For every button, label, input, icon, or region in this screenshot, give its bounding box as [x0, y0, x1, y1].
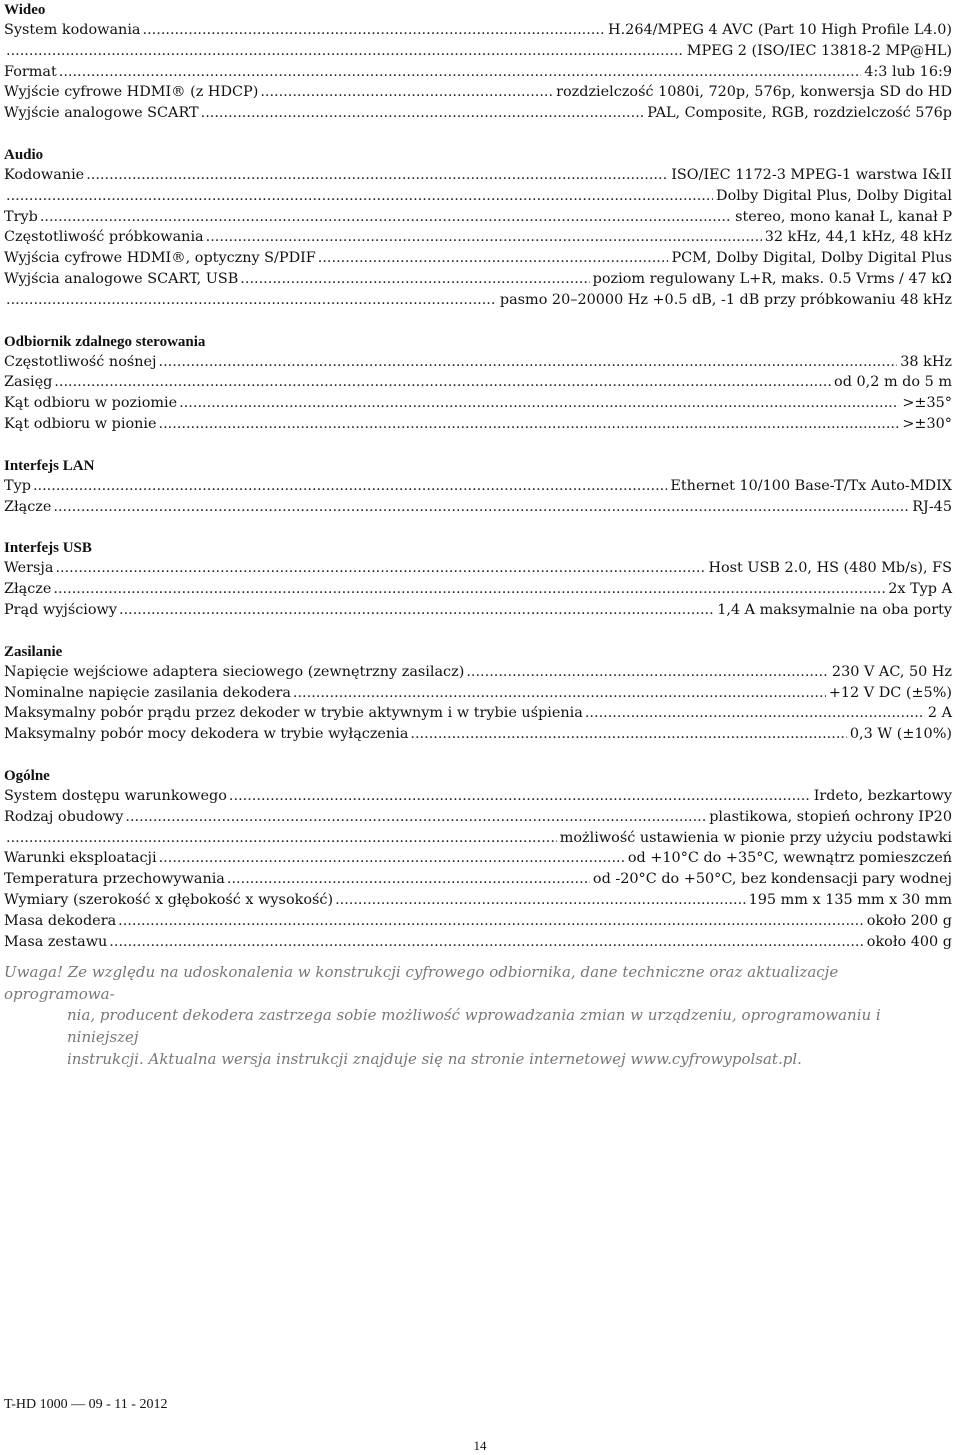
spec-row: [4, 807, 952, 828]
spec-value: 38 kHz: [900, 353, 952, 370]
section-remote: [4, 332, 952, 435]
spec-value: plastikowa, stopień ochrony IP20: [709, 808, 952, 825]
spec-page: [4, 0, 952, 1070]
spec-row: [4, 103, 952, 124]
spec-row: [4, 579, 952, 600]
section-title: Interfejs LAN: [4, 457, 95, 474]
spec-label: Częstotliwość nośnej: [4, 353, 157, 370]
section-title: Interfejs USB: [4, 540, 92, 557]
document-code: T-HD 1000 — 09 - 11 - 2012: [4, 1397, 168, 1412]
spec-row: [4, 62, 952, 83]
section-title: Wideo: [4, 2, 46, 18]
spec-label: Typ: [4, 477, 31, 494]
spec-value: PAL, Composite, RGB, rozdzielczość 576p: [647, 105, 952, 122]
spec-value: MPEG 2 (ISO/IEC 13818-2 MP@HL): [686, 42, 952, 59]
spec-value: 2 A: [927, 705, 952, 722]
dot-leader: [335, 890, 746, 911]
dot-leader: [53, 497, 909, 518]
section-lan: [4, 456, 952, 518]
dot-leader: [119, 600, 714, 621]
spec-value: Irdeto, bezkartowy: [813, 787, 952, 804]
spec-value: 2x Typ A: [888, 581, 952, 598]
section-usb: [4, 538, 952, 620]
section-video: [4, 0, 952, 124]
section-title: Ogólne: [4, 767, 50, 784]
spec-row: [4, 476, 952, 497]
spec-value: poziom regulowany L+R, maks. 0.5 Vrms / 47 kΩ: [592, 270, 952, 287]
spec-label: Złącze: [4, 581, 52, 598]
section-title: Audio: [4, 146, 44, 163]
spec-value: Host USB 2.0, HS (480 Mb/s), FS: [708, 560, 952, 577]
dot-leader: [179, 393, 899, 414]
spec-value: około 200 g: [866, 912, 952, 929]
spec-row: [4, 911, 952, 932]
spec-value: od 0,2 m do 5 m: [834, 374, 952, 391]
spec-label: Kodowanie: [4, 166, 85, 183]
dot-leader: [260, 82, 553, 103]
spec-label: Maksymalny pobór mocy dekodera w trybie wyłączenia: [4, 726, 409, 743]
dot-leader: [55, 558, 705, 579]
spec-label: Złącze: [4, 498, 52, 515]
spec-row: [4, 662, 952, 683]
dot-leader: [466, 662, 829, 683]
spec-value: pasmo 20–20000 Hz +0.5 dB, -1 dB przy próbkowaniu 48 kHz: [499, 291, 952, 308]
dot-leader: [240, 269, 589, 290]
spec-label: Wyjścia cyfrowe HDMI®, optyczny S/PDIF: [4, 250, 316, 267]
spec-row: [4, 41, 952, 62]
spec-value: >±30°: [902, 415, 952, 432]
spec-row: [4, 848, 952, 869]
spec-value: od +10°C do +35°C, wewnątrz pomieszczeń: [627, 850, 952, 867]
spec-row: [4, 207, 952, 228]
spec-row: [4, 372, 952, 393]
spec-label: Prąd wyjściowy: [4, 601, 117, 618]
spec-row: [4, 558, 952, 579]
spec-value: rozdzielczość 1080i, 720p, 576p, konwersja SD do HD: [556, 84, 952, 101]
note-line: instrukcji. Aktualna wersja instrukcji znajduje się na stronie internetowej www.cyfrowypolsat.pl.: [67, 1049, 802, 1068]
spec-value: 32 kHz, 44,1 kHz, 48 kHz: [764, 229, 952, 246]
spec-row: [4, 890, 952, 911]
spec-row: [4, 600, 952, 621]
spec-label: Rodzaj obudowy: [4, 808, 124, 825]
dot-leader: [109, 932, 863, 953]
spec-value: 0,3 W (±10%): [849, 726, 952, 743]
dot-leader: [40, 207, 732, 228]
dot-leader: [118, 911, 864, 932]
section-general: [4, 766, 952, 952]
spec-label: Wyjście cyfrowe HDMI® (z HDCP): [4, 84, 259, 101]
spec-row: [4, 414, 952, 435]
spec-label: Kąt odbioru w pionie: [4, 415, 157, 432]
spec-row: [4, 683, 952, 704]
spec-value: ISO/IEC 1172-3 MPEG-1 warstwa I&II: [671, 166, 952, 183]
spec-value: Ethernet 10/100 Base-T/Tx Auto-MDIX: [670, 477, 952, 494]
spec-row: [4, 290, 952, 311]
spec-value: stereo, mono kanał L, kanał P: [735, 208, 952, 225]
spec-row: [4, 703, 952, 724]
spec-value: >±35°: [902, 395, 952, 412]
dot-leader: [318, 248, 669, 269]
page-number: 14: [473, 1438, 487, 1453]
dot-leader: [6, 186, 713, 207]
dot-leader: [206, 227, 762, 248]
spec-label: Częstotliwość próbkowania: [4, 229, 204, 246]
spec-row: [4, 227, 952, 248]
spec-row: [4, 724, 952, 745]
note-line: nia, producent dekodera zastrzega sobie możliwość wprowadzania zmian w urządzeniu, oprogramowaniu i niniejszej: [67, 1006, 881, 1047]
section-title: Zasilanie: [4, 643, 63, 660]
spec-value: od -20°C do +50°C, bez kondensacji pary wodnej: [592, 871, 952, 888]
dot-leader: [229, 786, 811, 807]
dot-leader: [59, 62, 862, 83]
dot-leader: [293, 683, 826, 704]
dot-leader: [159, 414, 900, 435]
spec-value: PCM, Dolby Digital, Dolby Digital Plus: [671, 250, 952, 267]
spec-label: Masa zestawu: [4, 933, 108, 950]
dot-leader: [159, 352, 898, 373]
spec-value: H.264/MPEG 4 AVC (Part 10 High Profile L4.0): [608, 22, 952, 38]
dot-leader: [410, 724, 846, 745]
spec-label: Tryb: [4, 208, 38, 225]
spec-value: około 400 g: [866, 933, 952, 950]
dot-leader: [86, 165, 668, 186]
spec-row: [4, 269, 952, 290]
dot-leader: [54, 372, 831, 393]
dot-leader: [33, 476, 667, 497]
spec-row: [4, 786, 952, 807]
dot-leader: [159, 848, 625, 869]
spec-label: Wyjście analogowe SCART: [4, 105, 199, 122]
spec-value: 230 V AC, 50 Hz: [831, 663, 952, 680]
dot-leader: [53, 579, 885, 600]
section-power: [4, 642, 952, 745]
spec-row: [4, 20, 952, 41]
spec-label: Masa dekodera: [4, 912, 117, 929]
spec-row: [4, 828, 952, 849]
note-line: Uwaga! Ze względu na udoskonalenia w konstrukcji cyfrowego odbiornika, dane techniczne oraz aktualizacje oprogramowa-: [4, 963, 839, 1003]
spec-row: [4, 186, 952, 207]
spec-value: możliwość ustawienia w pionie przy użyciu podstawki: [559, 829, 952, 846]
spec-row: [4, 352, 952, 373]
spec-label: Wersja: [4, 560, 54, 577]
dot-leader: [227, 869, 590, 890]
spec-label: Nominalne napięcie zasilania dekodera: [4, 684, 291, 701]
spec-label: Maksymalny pobór prądu przez dekoder w trybie aktywnym i w trybie uśpienia: [4, 705, 583, 722]
spec-label: Format: [4, 63, 57, 80]
dot-leader: [143, 20, 606, 41]
dot-leader: [6, 41, 684, 62]
spec-label: Temperatura przechowywania: [4, 871, 225, 888]
spec-value: RJ-45: [912, 498, 952, 515]
spec-value: 4:3 lub 16:9: [864, 63, 952, 80]
spec-row: [4, 248, 952, 269]
spec-label: Napięcie wejściowe adaptera sieciowego (zewnętrzny zasilacz): [4, 663, 465, 680]
spec-label: System kodowania: [4, 22, 141, 38]
section-title: Odbiornik zdalnego sterowania: [4, 333, 206, 350]
spec-label: System dostępu warunkowego: [4, 787, 227, 804]
disclaimer-note: [4, 962, 952, 1070]
spec-label: Wyjścia analogowe SCART, USB: [4, 270, 239, 287]
spec-value: Dolby Digital Plus, Dolby Digital: [716, 187, 952, 204]
spec-row: [4, 82, 952, 103]
spec-label: Zasięg: [4, 374, 53, 391]
spec-row: [4, 869, 952, 890]
spec-row: [4, 165, 952, 186]
dot-leader: [585, 703, 925, 724]
spec-row: [4, 932, 952, 953]
spec-row: [4, 393, 952, 414]
section-audio: [4, 145, 952, 311]
spec-value: +12 V DC (±5%): [828, 684, 952, 701]
dot-leader: [6, 290, 497, 311]
spec-value: 195 mm x 135 mm x 30 mm: [748, 891, 952, 908]
dot-leader: [201, 103, 645, 124]
dot-leader: [6, 828, 557, 849]
dot-leader: [125, 807, 706, 828]
spec-value: 1,4 A maksymalnie na oba porty: [717, 601, 952, 618]
spec-label: Warunki eksploatacji: [4, 850, 157, 867]
spec-row: [4, 497, 952, 518]
spec-label: Wymiary (szerokość x głębokość x wysokość): [4, 891, 334, 908]
spec-label: Kąt odbioru w poziomie: [4, 395, 178, 412]
